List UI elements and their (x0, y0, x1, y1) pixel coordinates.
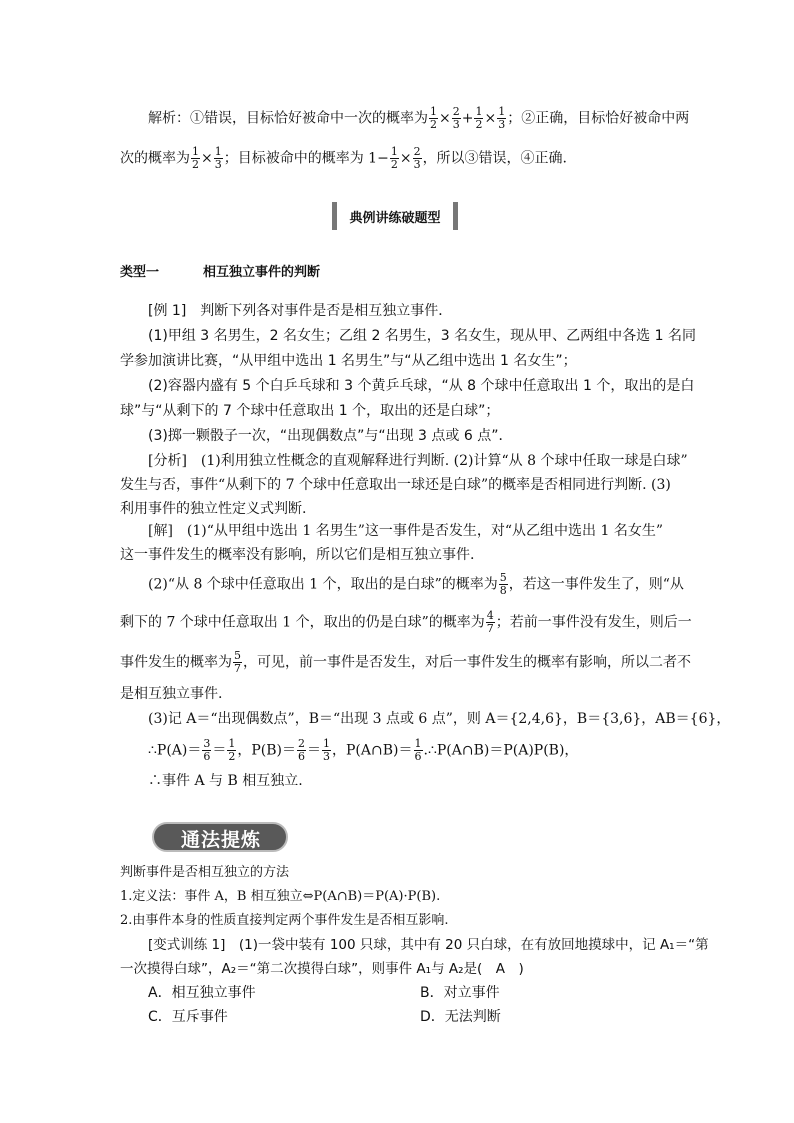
method-item-2: 2.由事件本身的性质直接判定两个事件发生是否相互影响. (120, 913, 449, 928)
method-item-1: 1.定义法：事件 A，B 相互独立⇔P(A∩B)＝P(A)·P(B). (120, 889, 441, 904)
option-c: C．互斥事件 (148, 1009, 228, 1025)
fraction-1-3: $\frac{1}{3}$ (323, 737, 331, 763)
section-title: 相互独立事件的判断 (203, 265, 321, 280)
fraction-1-3: $\frac{1}{3}$ (214, 145, 222, 171)
example-q1-line-1: (1)甲组 3 名男生，2 名女生；乙组 2 名男生，3 名女生，现从甲、乙两组中各选 1 名同 (148, 328, 696, 344)
analysis-line-3: 利用事件的独立性定义式判断. (120, 501, 307, 517)
fraction-1-2: $\frac{1}{2}$ (475, 105, 483, 131)
answer-part2-line-2: 剩下的 7 个球中任意取出 1 个，取出的仍是白球”的概率为 $\frac{4}{7}$ ；若前一事件没有发生，则后一 (120, 609, 692, 635)
fraction-2-3: $\frac{2}{3}$ (413, 145, 421, 171)
example-q3: (3)掷一颗骰子一次，“出现偶数点”与“出现 3 点或 6 点”． (148, 428, 513, 444)
solution-line-1: 解析：①错误，目标恰好被命中一次的概率为 $\frac{1}{2}$ × $\frac{2}{3}$ + $\frac{1}{2}$ × $\frac{1}{3}$ ；②正确，目标恰好被命中两 (148, 105, 690, 131)
fraction-3-6: $\frac{3}{6}$ (203, 737, 211, 763)
section-banner (332, 200, 458, 232)
section-heading (120, 262, 680, 284)
banner-title: 典例讲练破题型 (349, 211, 441, 226)
method-badge (152, 820, 290, 856)
option-b: B．对立事件 (420, 985, 500, 1001)
analysis-line-1: [分析] (1)利用独立性概念的直观解释进行判断. (2)计算“从 8 个球中任取一球是白球” (148, 453, 688, 469)
fraction-5-8: $\frac{5}{8}$ (499, 571, 507, 597)
answer-part2-line-3: 事件发生的概率为 $\frac{5}{7}$ ，可见，前一事件是否发生，对后一事件发生的概率有影响，所以二者不 (120, 649, 691, 675)
fraction-1-2: $\frac{1}{2}$ (390, 145, 398, 171)
method-badge-label: 通法提炼 (180, 829, 261, 851)
analysis-line-2: 发生与否，事件“从剩下的 7 个球中任意取出一球还是白球”的概率是否相同进行判断. (3) (120, 477, 671, 493)
fraction-4-7: $\frac{4}{7}$ (486, 609, 494, 635)
example-q2-line-2: 球”与“从剩下的 7 个球中任意取出 1 个，取出的还是白球”； (120, 403, 500, 419)
exercise-line-1: [变式训练 1] (1)一袋中装有 100 只球，其中有 20 只白球，在有放回地摸球中，记 A₁＝“第 (148, 937, 709, 953)
solution-label: 解析： (148, 110, 190, 127)
example-q1-line-2: 学参加演讲比赛，“从甲组中选出 1 名男生”与“从乙组中选出 1 名女生”； (120, 353, 577, 369)
fraction-1-2: $\frac{1}{2}$ (228, 737, 236, 763)
fraction-5-7: $\frac{5}{7}$ (234, 649, 241, 675)
fraction-1-2: $\frac{1}{2}$ (192, 145, 199, 171)
fraction-1-3: $\frac{1}{3}$ (498, 105, 506, 131)
fraction-2-6: $\frac{2}{6}$ (298, 737, 306, 763)
solution-line-2: 次的概率为 $\frac{1}{2}$ × $\frac{1}{3}$ ；目标被命中的概率为 1− $\frac{1}{2}$ × $\frac{2}{3}$ ，所以③错误，④正确. (120, 145, 568, 171)
example-q2-line-1: (2)容器内盛有 5 个白乒乓球和 3 个黄乒乓球，“从 8 个球中任意取出 1 个，取出的是白 (148, 378, 695, 394)
example-heading: [例 1] 判断下列各对事件是否是相互独立事件． (148, 303, 453, 319)
fraction-2-3: $\frac{2}{3}$ (452, 105, 460, 131)
answer-part1-line-2: 这一事件发生的概率没有影响，所以它们是相互独立事件. (120, 547, 475, 563)
answer-tag: [解] (148, 523, 173, 539)
method-title: 判断事件是否相互独立的方法 (120, 865, 290, 880)
fraction-1-6: $\frac{1}{6}$ (414, 737, 422, 763)
answer-part3-line-1: (3)记 A＝“出现偶数点”，B＝“出现 3 点或 6 点”，则 A＝{2,4,6}，B＝{3,6}，AB＝{6}， (148, 711, 731, 727)
answer-part2-line-4: 是相互独立事件. (120, 686, 223, 702)
answer-part3-line-3: ∴事件 A 与 B 相互独立. (148, 773, 303, 789)
option-d: D．无法判断 (420, 1009, 501, 1025)
section-type: 类型一 (120, 265, 160, 280)
answer-part3-line-2: ∴P(A)＝ $\frac{3}{6}$ ＝ $\frac{1}{2}$ ，P(B)＝ $\frac{2}{6}$ ＝ $\frac{1}{3}$ ，P(A∩B)＝ $\frac{1}{6}$ .∴P(A∩B)＝P(A)P(B)， (148, 737, 579, 763)
answer-part2-line-1: (2)“从 8 个球中任意取出 1 个，取出的是白球”的概率为 $\frac{5}{8}$ ，若这一事件发生了，则“从 (148, 571, 684, 597)
fraction-1-2: $\frac{1}{2}$ (430, 105, 437, 131)
exercise-line-2: 一次摸得白球”，A₂＝“第二次摸得白球”，则事件 A₁与 A₂是( A ) (120, 961, 524, 977)
option-a: A．相互独立事件 (148, 985, 256, 1001)
answer-part1-line-1: [解] (1)“从甲组中选出 1 名男生”这一事件是否发生，对“从乙组中选出 1 名女生” (148, 523, 664, 539)
